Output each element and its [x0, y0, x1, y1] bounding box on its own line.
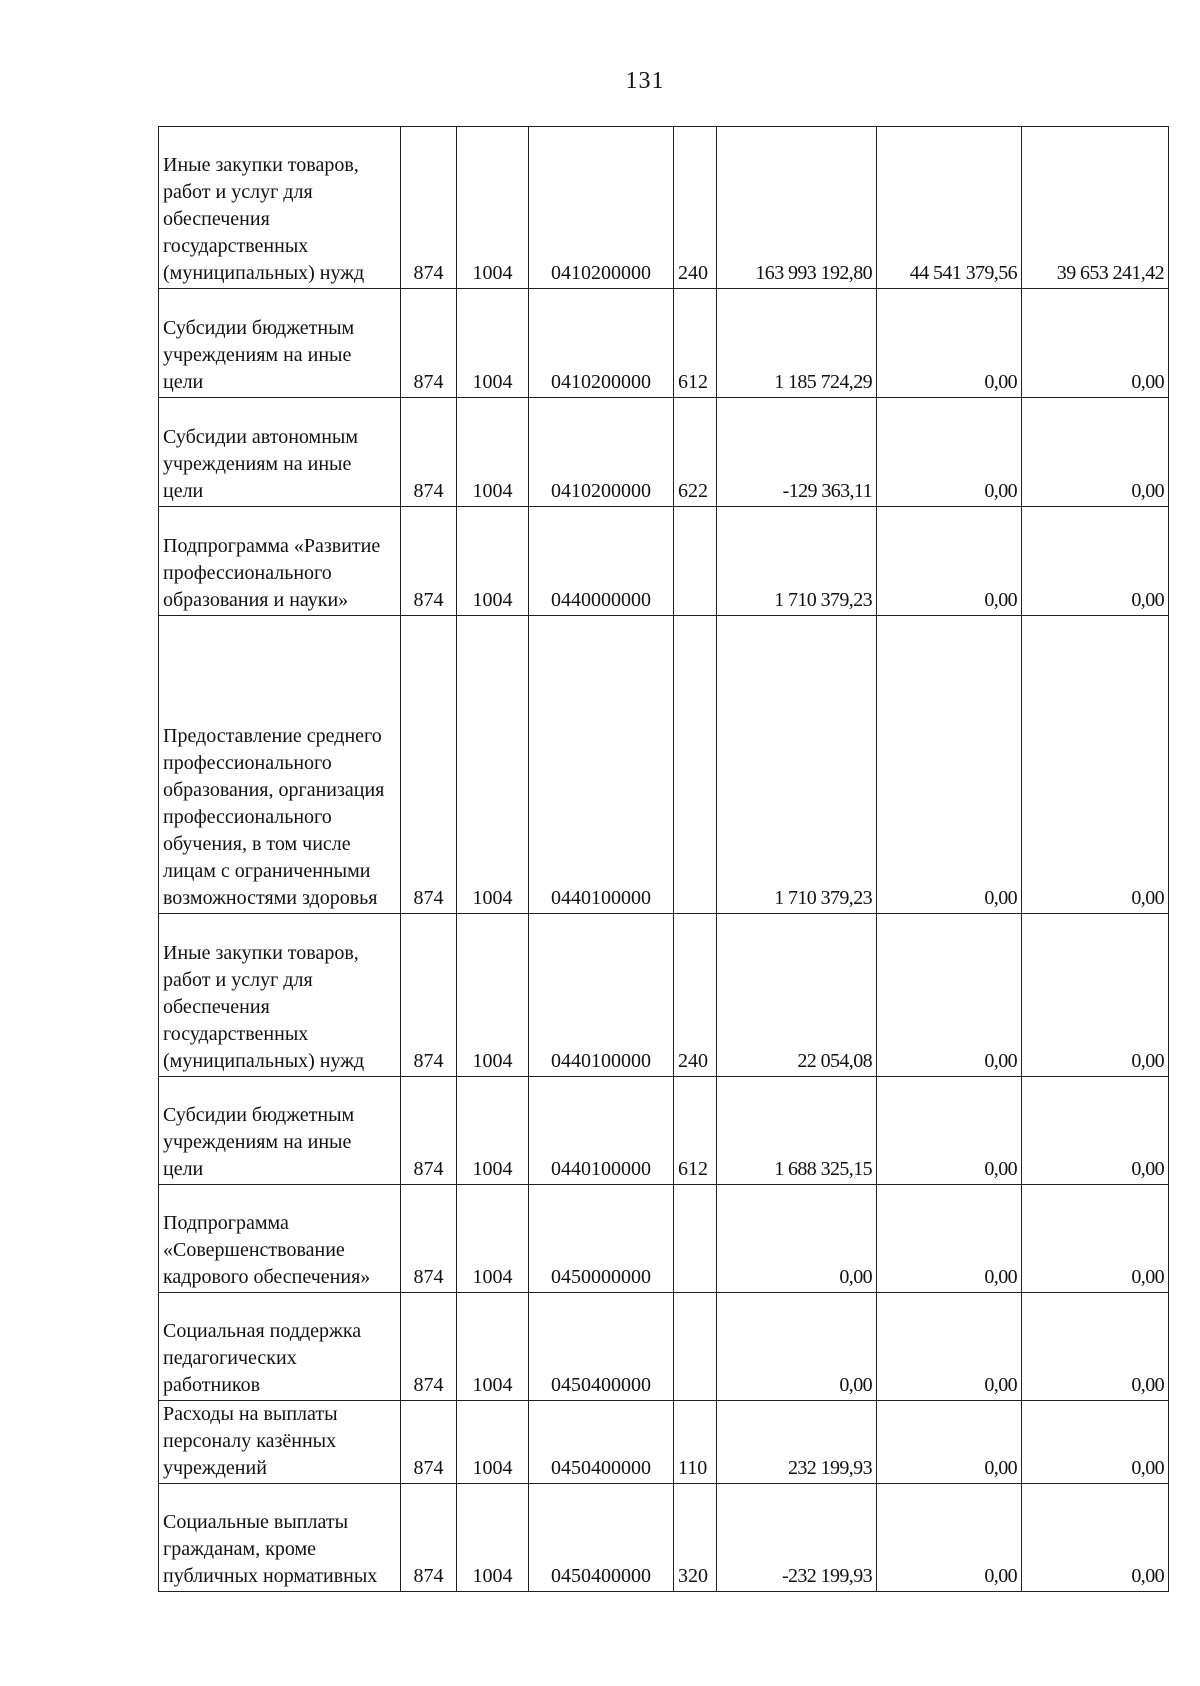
expense-name: Подпрограмма «Совершенствование кадрового обеспечения»	[159, 1185, 401, 1293]
table-row	[159, 507, 1169, 616]
table-row	[159, 1185, 1169, 1293]
department-code: 874	[401, 289, 457, 398]
expense-name: Предоставление среднего профессионального образования, организация профессионального обучения, в том числе лицам с ограниченными возможностями здоровья	[159, 616, 401, 914]
expense-type-code	[674, 1185, 717, 1293]
expense-name: Социальные выплаты гражданам, кроме публичных нормативных	[159, 1484, 401, 1592]
amount-2: 0,00	[877, 289, 1022, 398]
section-code: 1004	[457, 398, 529, 507]
department-code: 874	[401, 914, 457, 1077]
amount-2: 0,00	[877, 1077, 1022, 1185]
section-code: 1004	[457, 1401, 529, 1484]
table-row	[159, 398, 1169, 507]
expense-type-code	[674, 507, 717, 616]
amount-2: 44 541 379,56	[877, 127, 1022, 289]
expense-name: Иные закупки товаров, работ и услуг для обеспечения государственных (муниципальных) нужд	[159, 127, 401, 289]
amount-3: 0,00	[1022, 1293, 1169, 1401]
section-code: 1004	[457, 127, 529, 289]
amount-3: 0,00	[1022, 398, 1169, 507]
target-article-code: 0410200000	[529, 127, 674, 289]
amount-2: 0,00	[877, 616, 1022, 914]
amount-1: 1 688 325,15	[717, 1077, 877, 1185]
target-article-code: 0440100000	[529, 616, 674, 914]
table-row	[159, 1484, 1169, 1592]
expense-name: Субсидии бюджетным учреждениям на иные цели	[159, 289, 401, 398]
expense-name: Социальная поддержка педагогических работников	[159, 1293, 401, 1401]
expense-type-code	[674, 616, 717, 914]
amount-2: 0,00	[877, 914, 1022, 1077]
amount-3: 0,00	[1022, 1077, 1169, 1185]
expense-type-code	[674, 1293, 717, 1401]
amount-3: 0,00	[1022, 1185, 1169, 1293]
target-article-code: 0440000000	[529, 507, 674, 616]
department-code: 874	[401, 616, 457, 914]
amount-2: 0,00	[877, 1484, 1022, 1592]
expense-name: Иные закупки товаров, работ и услуг для обеспечения государственных (муниципальных) нужд	[159, 914, 401, 1077]
section-code: 1004	[457, 507, 529, 616]
expense-type-code: 240	[674, 127, 717, 289]
amount-2: 0,00	[877, 1293, 1022, 1401]
section-code: 1004	[457, 289, 529, 398]
department-code: 874	[401, 127, 457, 289]
department-code: 874	[401, 1185, 457, 1293]
expense-name: Подпрограмма «Развитие профессионального образования и науки»	[159, 507, 401, 616]
section-code: 1004	[457, 914, 529, 1077]
table-row	[159, 289, 1169, 398]
section-code: 1004	[457, 1484, 529, 1592]
budget-table	[158, 126, 1169, 1592]
target-article-code: 0450400000	[529, 1401, 674, 1484]
target-article-code: 0440100000	[529, 914, 674, 1077]
section-code: 1004	[457, 1293, 529, 1401]
target-article-code: 0410200000	[529, 289, 674, 398]
expense-type-code: 612	[674, 1077, 717, 1185]
target-article-code: 0410200000	[529, 398, 674, 507]
department-code: 874	[401, 1077, 457, 1185]
amount-3: 0,00	[1022, 507, 1169, 616]
amount-1: 0,00	[717, 1293, 877, 1401]
amount-1: 163 993 192,80	[717, 127, 877, 289]
target-article-code: 0450400000	[529, 1293, 674, 1401]
expense-type-code: 612	[674, 289, 717, 398]
table-row	[159, 616, 1169, 914]
expense-type-code: 320	[674, 1484, 717, 1592]
department-code: 874	[401, 1484, 457, 1592]
amount-1: 0,00	[717, 1185, 877, 1293]
expense-name: Субсидии автономным учреждениям на иные цели	[159, 398, 401, 507]
section-code: 1004	[457, 1077, 529, 1185]
expense-type-code: 240	[674, 914, 717, 1077]
amount-2: 0,00	[877, 1185, 1022, 1293]
department-code: 874	[401, 1401, 457, 1484]
section-code: 1004	[457, 1185, 529, 1293]
amount-3: 0,00	[1022, 616, 1169, 914]
department-code: 874	[401, 507, 457, 616]
amount-1: -232 199,93	[717, 1484, 877, 1592]
amount-3: 0,00	[1022, 914, 1169, 1077]
amount-1: 232 199,93	[717, 1401, 877, 1484]
section-code: 1004	[457, 616, 529, 914]
amount-1: 1 710 379,23	[717, 616, 877, 914]
department-code: 874	[401, 1293, 457, 1401]
target-article-code: 0440100000	[529, 1077, 674, 1185]
table-row	[159, 127, 1169, 289]
department-code: 874	[401, 398, 457, 507]
amount-1: -129 363,11	[717, 398, 877, 507]
amount-2: 0,00	[877, 1401, 1022, 1484]
amount-3: 0,00	[1022, 1484, 1169, 1592]
expense-type-code: 622	[674, 398, 717, 507]
amount-2: 0,00	[877, 398, 1022, 507]
target-article-code: 0450400000	[529, 1484, 674, 1592]
amount-3: 0,00	[1022, 289, 1169, 398]
amount-3: 0,00	[1022, 1401, 1169, 1484]
table-row	[159, 1077, 1169, 1185]
amount-3: 39 653 241,42	[1022, 127, 1169, 289]
amount-1: 1 185 724,29	[717, 289, 877, 398]
expense-name: Субсидии бюджетным учреждениям на иные цели	[159, 1077, 401, 1185]
page-number: 131	[625, 68, 665, 94]
table-row	[159, 1293, 1169, 1401]
table-row	[159, 914, 1169, 1077]
amount-2: 0,00	[877, 507, 1022, 616]
expense-name: Расходы на выплаты персоналу казённых учреждений	[159, 1401, 401, 1484]
expense-type-code: 110	[674, 1401, 717, 1484]
table-row	[159, 1401, 1169, 1484]
amount-1: 22 054,08	[717, 914, 877, 1077]
target-article-code: 0450000000	[529, 1185, 674, 1293]
amount-1: 1 710 379,23	[717, 507, 877, 616]
